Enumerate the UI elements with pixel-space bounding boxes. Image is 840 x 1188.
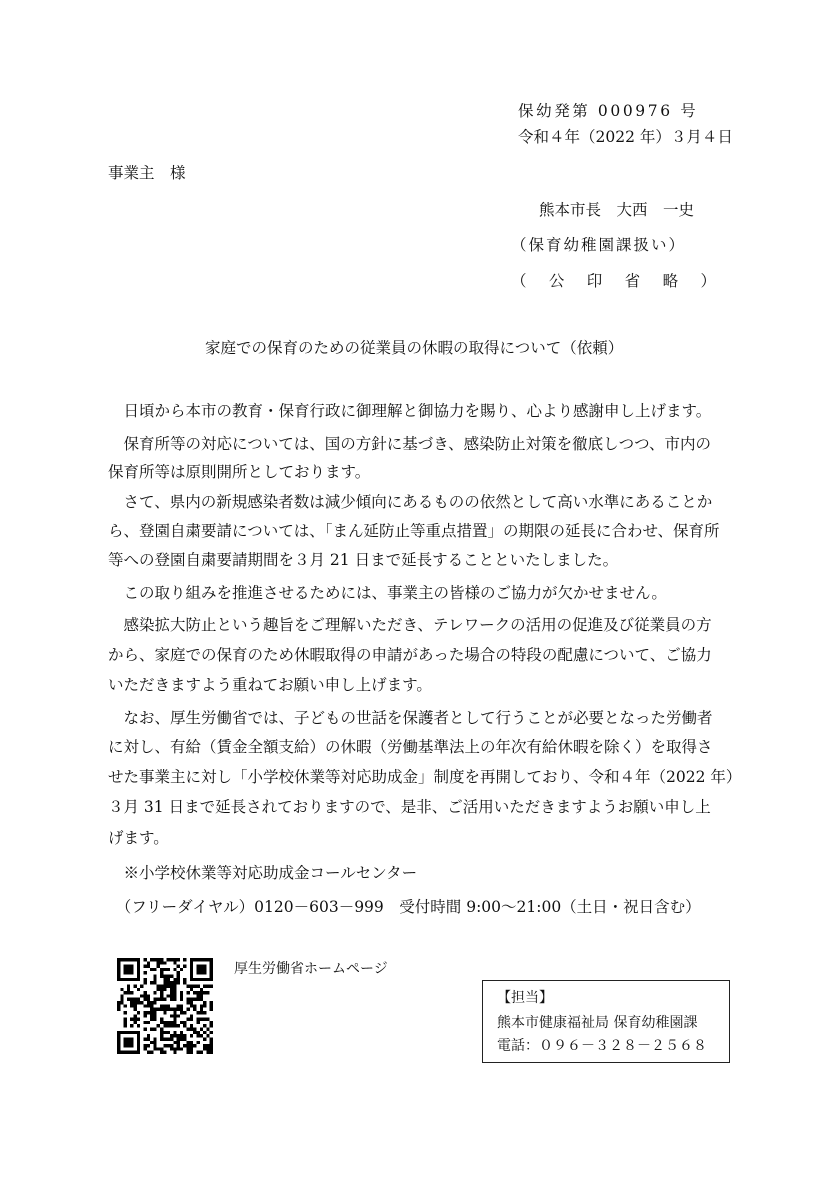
seal-omitted-note (511, 274, 717, 290)
body-line: ※小学校休業等対応助成金コールセンター (108, 864, 418, 882)
sender-name: 熊本市長 大西 一史 (539, 201, 695, 219)
qr-code-icon (117, 958, 213, 1054)
sender-department: （保育幼稚園課扱い） (511, 236, 687, 254)
addressee: 事業主 様 (108, 164, 186, 182)
contact-label: 【担当】 (497, 990, 553, 1006)
body-line: 保育所等は原則開所としております。 (108, 463, 371, 481)
seal-open-paren: （ (511, 272, 528, 290)
body-line: この取り組みを推進させるためには、事業主の皆様のご協力が欠かせません。 (108, 584, 667, 602)
body-line: せた事業主に対し「小学校休業等対応助成金」制度を再開しており、令和４年（2022 年） (108, 768, 742, 786)
qr-caption: 厚生労働省ホームページ (234, 961, 388, 977)
body-line: に対し、有給（賃金全額支給）の休暇（労働基準法上の年次有給休暇を除く）を取得さ (108, 738, 713, 756)
body-line: いただきますよう重ねてお願い申し上げます。 (108, 676, 432, 694)
document-title: 家庭での保育のための従業員の休暇の取得について（依頼） (205, 339, 624, 357)
body-line: さて、県内の新規感染者数は減少傾向にあるものの依然として高い水準にあることか (108, 493, 713, 511)
document-date: 令和４年（2022 年）３月４日 (518, 128, 733, 146)
body-line: 感染拡大防止という趣旨をご理解いただき、テレワークの活用の促進及び従業員の方 (108, 616, 712, 634)
body-line: ３月 31 日まで延長されておりますので、是非、ご活用いただきますようお願い申し上 (108, 798, 711, 816)
body-line: ら、登園自粛要請については、「まん延防止等重点措置」の期限の延長に合わせ、保育所 (108, 522, 720, 540)
body-line: から、家庭での保育のため休暇取得の申請があった場合の特段の配慮について、ご協力 (108, 646, 712, 664)
seal-close-paren: ） (700, 272, 717, 290)
seal-char: 省 (624, 272, 642, 290)
seal-char: 略 (662, 272, 680, 290)
body-line: なお、厚生労働省では、子どもの世話を保護者として行うことが必要となった労働者 (108, 709, 713, 727)
body-line: （フリーダイヤル）0120－603－999 受付時間 9:00～21:00（土日・祝日含む） (108, 898, 701, 916)
body-line: 日頃から本市の教育・保育行政に御理解と御協力を賜り、心より感謝申し上げます。 (108, 402, 712, 420)
document-number: 保幼発第 000976 号 (518, 102, 699, 120)
contact-phone: 電話：０９６－３２８－２５６８ (497, 1038, 707, 1054)
seal-char: 印 (586, 272, 604, 290)
seal-char: 公 (548, 272, 566, 290)
contact-box (482, 980, 730, 1063)
body-line: 等への登園自粛要請期間を３月 21 日まで延長することといたしました。 (108, 551, 619, 569)
body-line: 保育所等の対応については、国の方針に基づき、感染防止対策を徹底しつつ、市内の (108, 435, 711, 453)
contact-department: 熊本市健康福祉局 保育幼稚園課 (497, 1015, 698, 1031)
body-line: げます。 (108, 829, 169, 847)
